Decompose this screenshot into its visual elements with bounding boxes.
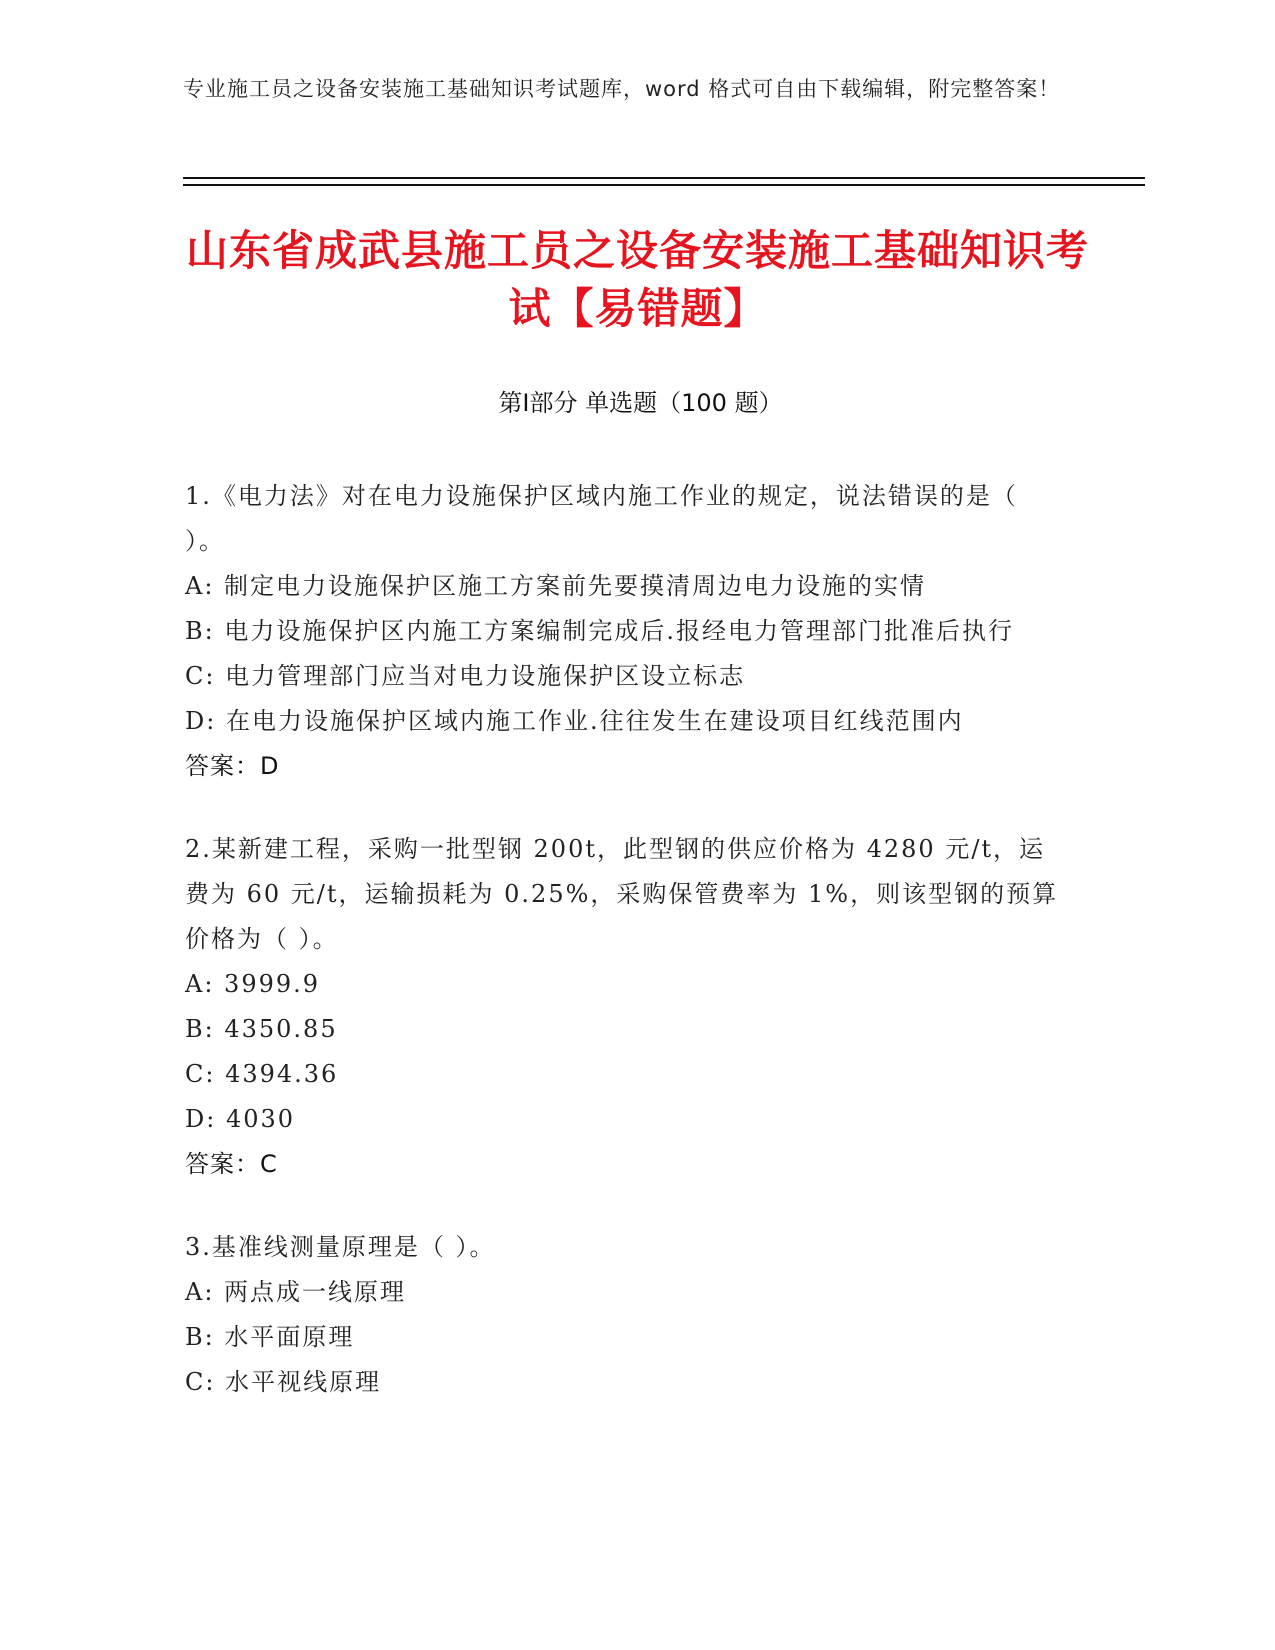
question-stem: 1.《电力法》对在电力设施保护区域内施工作业的规定，说法错误的是（ ）。 [185,482,1018,555]
option-c: C: 电力管理部门应当对电力设施保护区设立标志 [185,662,746,690]
option-a: A: 3999.9 [185,970,321,998]
option-b: B: 水平面原理 [185,1323,355,1351]
option-b: B: 电力设施保护区内施工方案编制完成后.报经电力管理部门批准后执行 [185,617,1014,645]
option-a: A: 两点成一线原理 [185,1278,407,1306]
document-header-note: 专业施工员之设备安装施工基础知识考试题库，word 格式可自由下载编辑，附完整答案！ [183,77,1061,101]
question-3 [185,1225,1065,1405]
header-divider-bottom [183,184,1145,186]
answer-line: 答案：C [185,1150,278,1178]
section-heading: 第Ⅰ部分 单选题（100 题） [498,389,783,417]
option-d: D: 4030 [185,1105,296,1133]
option-c: C: 水平视线原理 [185,1368,382,1396]
option-d: D: 在电力设施保护区域内施工作业.往往发生在建设项目红线范围内 [185,707,964,735]
document-title: 山东省成武县施工员之设备安装施工基础知识考试【易错题】 [185,226,1089,333]
question-stem: 2.某新建工程，采购一批型钢 200t，此型钢的供应价格为 4280 元/t，运费为 60 元/t，运输损耗为 0.25%，采购保管费率为 1%，则该型钢的预算价格为（ ）。 [185,835,1059,953]
question-list [185,474,1065,1443]
answer-line: 答案：D [185,752,280,780]
option-a: A: 制定电力设施保护区施工方案前先要摸清周边电力设施的实情 [185,572,927,600]
option-c: C: 4394.36 [185,1060,339,1088]
option-b: B: 4350.85 [185,1015,338,1043]
question-2 [185,827,1065,1187]
question-stem: 3.基准线测量原理是（ ）。 [185,1233,496,1261]
question-1 [185,474,1065,789]
header-divider-top [183,177,1145,179]
